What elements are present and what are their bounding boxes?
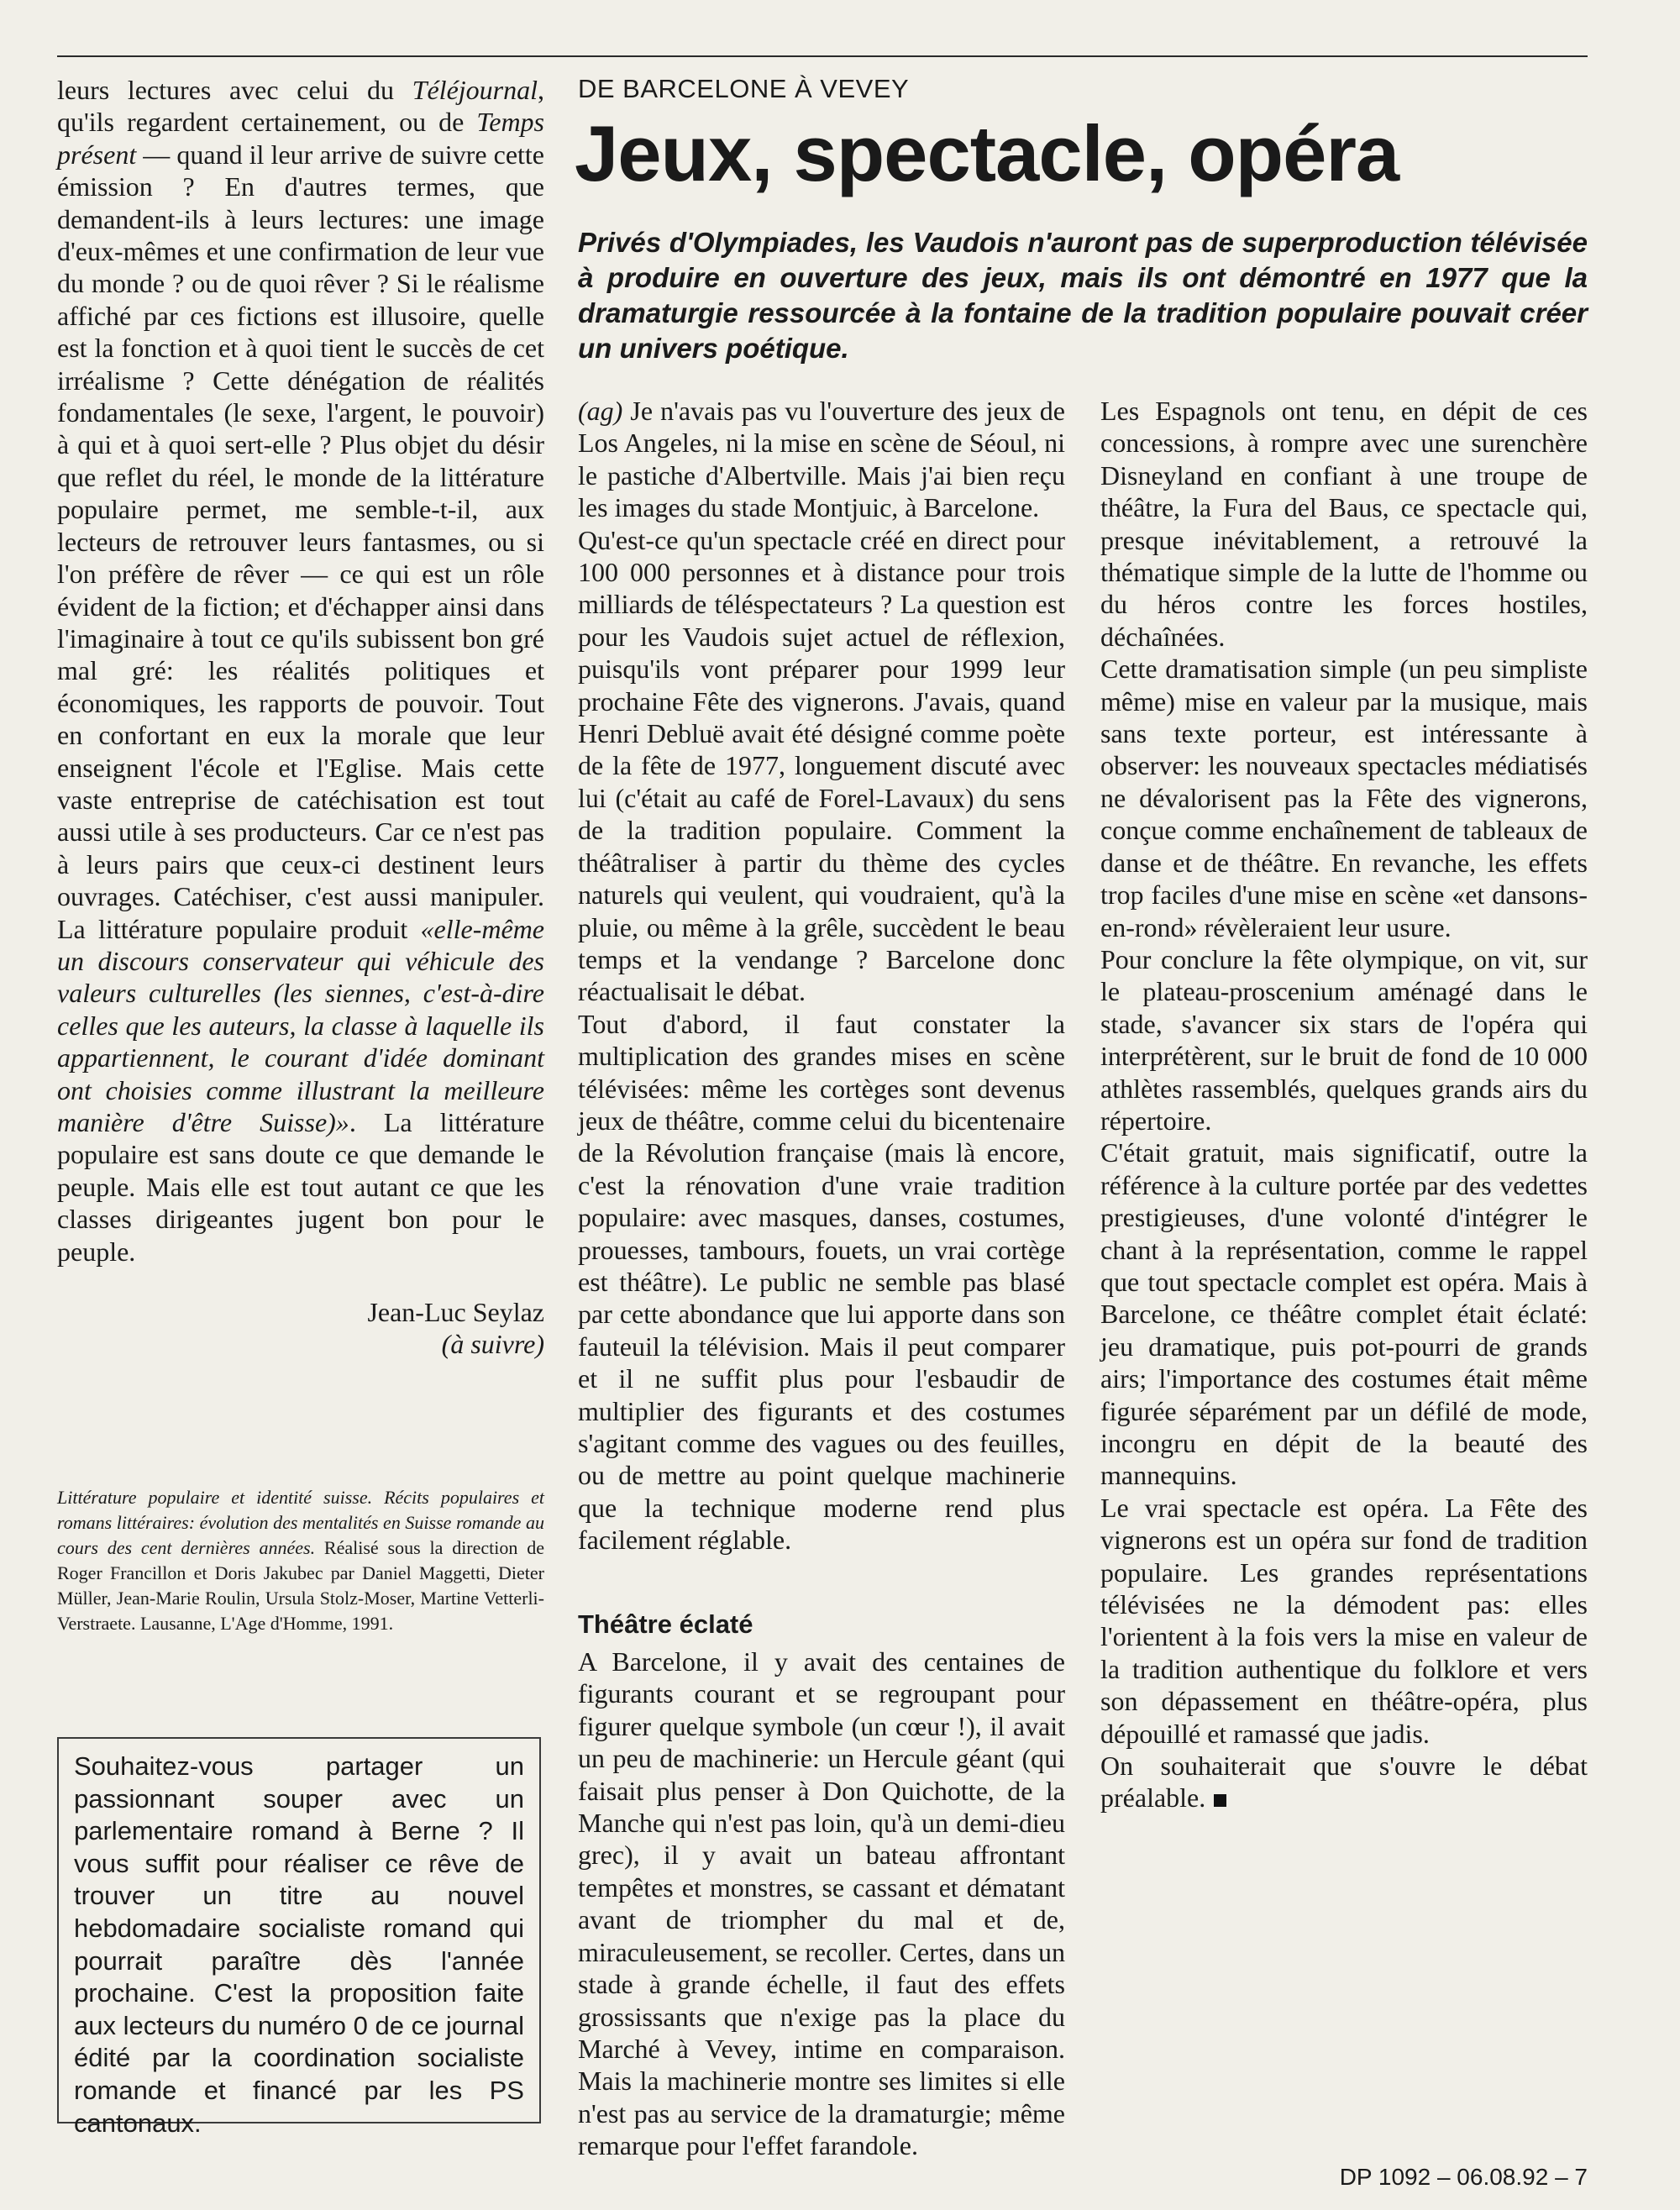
end-of-article-mark	[1214, 1794, 1226, 1807]
book-reference	[57, 1485, 544, 1636]
text-run: . La littérature populaire est sans doute ce que demande le peuple. Mais elle est tout autant ce que les classes dirigeantes jugent bon pour le peuple.	[57, 1107, 545, 1267]
italic-run: «elle-même un discours conservateur qui véhicule des valeurs culturelles (les siennes, c'est-à-dire celles que les auteurs, la classe à laquelle ils appartiennent, le courant d'idée dominant ont choisies comme illustrant la meilleure manière d'être Suisse)»	[57, 913, 544, 1137]
text-run: , qu'ils regardent certainement, ou de	[57, 75, 544, 138]
text-run: leurs lectures avec celui du	[57, 75, 412, 105]
left-column-paragraph	[57, 74, 544, 1268]
left-column	[57, 74, 544, 1361]
middle-column	[578, 395, 1065, 2162]
author-initials: (ag)	[578, 396, 623, 426]
article-kicker: DE BARCELONE À VEVEY	[578, 74, 910, 103]
section-subheading: Théâtre éclaté	[578, 1609, 753, 1639]
article-paragraph: Le vrai spectacle est opéra. La Fête des vignerons est un opéra sur fond de tradition populaire. Les grandes représentations télévisées ne la démodent pas: elles l'orientent à la fois vers la mise en valeur de la tradition authentique du folklore et vers son dépassement en théâtre-opéra, plus dépouillé et ramassé que jadis.	[1100, 1492, 1588, 1749]
text-run: — quand il leur arrive de suivre cette émission ? En d'autres termes, que demandent-ils à leurs lectures: une image d'eux-mêmes et une confirmation de leur vue du monde ? ou de quoi rêver ? Si le réalisme affiché par ces fictions est illusoire, quelle est la fonction et à quoi tient le succès de cet irréalisme ? Cette dénégation de réalités fondamentales (le sexe, l'argent, le pouvoir) à qui et à quoi sert-elle ? Plus objet du désir que reflet du réel, le monde de la littérature populaire permet, me semble-t-il, aux lecteurs de retrouver leurs fantasmes, ou si l'on préfère de rêver — ce qui est un rôle évident de la fiction; et d'échapper ainsi dans l'imaginaire à tout ce qu'ils subissent bon gré mal gré: les réalités politiques et économiques, les rapports de pouvoir. Tout en confortant en eux la morale que leur enseignent l'école et l'Eglise. Mais cette vaste entreprise de catéchisation est tout aussi utile à ses producteurs. Car ce n'est pas à leurs pairs que ceux-ci destinent leurs ouvrages. Catéchiser, c'est aussi manipuler. La littérature populaire produit	[57, 139, 544, 944]
to-be-continued: (à suivre)	[441, 1329, 544, 1360]
article-paragraph: Cette dramatisation simple (un peu simpliste même) mise en valeur par la musique, mais sans texte porteur, est intéressante à observer: les nouveaux spectacles médiatisés ne dévalorisent pas la Fête des vignerons, conçue comme enchaînement de tableaux de danse et de théâtre. En revanche, les effets trop faciles d'une mise en scène «et dansons-en-rond» révèleraient leur usure.	[1100, 654, 1588, 942]
boxed-notice-text: Souhaitez-vous partager un passionnant souper avec un parlementaire romand à Berne ? Il vous suffit pour réaliser ce rêve de trouver un titre au nouvel hebdomadaire socialiste romand qui pourrait paraître dès l'année prochaine. C'est la proposition faite aux lecteurs du numéro 0 de ce journal édité par la coordination socialiste romande et financé par les PS cantonaux.	[74, 1751, 524, 2138]
article-paragraph: Pour conclure la fête olympique, on vit, sur le plateau-proscenium aménagé dans le stade, s'avancer six stars de l'opéra qui interprétèrent, sur le bruit de fond de 10 000 athlètes rassemblés, quelques grands airs du répertoire.	[1100, 943, 1588, 1136]
article-paragraph: A Barcelone, il y avait des centaines de figurants courant et se regroupant pour figurer quelque symbole (un cœur !), il avait un peu de machinerie: un Hercule géant (qui faisait plus penser à Don Quichotte, de la Manche qui n'est pas loin, qu'à un demi-dieu grec), il y avait un bateau affrontant tempêtes et monstres, se cassant et dématant avant de triompher du mal et de, miraculeusement, se recoller. Certes, dans un stade à grande échelle, il faut des effets grossissants que n'exige pas la place du Marché à Vevey, intime en comparaison. Mais la machinerie montre ses limites si elle n'est pas au service de la dramaturgie; même remarque pour l'effet farandole.	[578, 1646, 1065, 2161]
right-column	[1100, 395, 1588, 1814]
italic-run: Temps présent	[57, 107, 544, 170]
book-title: Littérature populaire et identité suisse. Récits populaires et romans littéraires: évolution des mentalités en Suisse romande au cours des cent dernières années.	[57, 1487, 544, 1558]
italic-run: Téléjournal	[412, 75, 538, 105]
boxed-notice	[57, 1737, 541, 2138]
article-paragraph: Les Espagnols ont tenu, en dépit de ces concessions, à rompre avec une surenchère Disneyland en confiant à une troupe de théâtre, la Fura del Baus, ce spectacle qui, presque inévitablement, a retrouvé la thématique simple de la lutte de l'homme ou du héros contre les forces hostiles, déchaînées.	[1100, 396, 1588, 652]
article-lead: Privés d'Olympiades, les Vaudois n'auront pas de superproduction télévisée à produire en ouverture des jeux, mais ils ont démontré en 1977 que la dramaturgie ressourcée à la fontaine de la tradition populaire pouvait créer un univers poétique.	[578, 227, 1588, 364]
page-footer: DP 1092 – 06.08.92 – 7	[1339, 2164, 1588, 2190]
article-paragraph: (ag) Je n'avais pas vu l'ouverture des jeux de Los Angeles, ni la mise en scène de Séoul, ni le pastiche d'Albertville. Mais j'ai bien reçu les images du stade Montjuic, à Barcelone.	[578, 396, 1065, 523]
article-paragraph: Qu'est-ce qu'un spectacle créé en direct pour 100 000 personnes et à distance pour trois milliards de téléspectateurs ? La question est pour les Vaudois sujet actuel de réflexion, puisqu'ils vont préparer pour 1999 leur prochaine Fête des vignerons. J'avais, quand Henri Debluë avait été désigné comme poète de la fête de 1977, longuement discuté avec lui (c'était au café de Forel-Lavaux) du sens de la tradition populaire. Comment la théâtraliser à partir du thème des cycles naturels qui veulent, qui voudraient, qu'à la pluie, ou même à la grêle, succèdent le beau temps et la vendange ? Barcelone donc réactualisait le débat.	[578, 524, 1065, 1007]
article-title: Jeux, spectacle, opéra	[575, 109, 1399, 197]
book-credits: Réalisé sous la direction de Roger Francillon et Doris Jakubec par Daniel Maggetti, Dieter Müller, Jean-Marie Roulin, Ursula Stolz-Moser, Martine Vetterli-Verstraete. Lausanne, L'Age d'Homme, 1991.	[57, 1537, 544, 1634]
author-signature: Jean-Luc Seylaz	[367, 1297, 544, 1328]
article-paragraph: C'était gratuit, mais significatif, outre la référence à la culture portée par des vedettes prestigieuses, d'une volonté d'intégrer le chant à la représentation, comme le rappel que tout spectacle complet est opéra. Mais à Barcelone, ce théâtre complet était éclaté: jeu dramatique, puis pot-pourri de grands airs; l'importance des costumes était même figurée séparément par un défilé de mode, incongru en dépit de la beauté des mannequins.	[1100, 1137, 1588, 1491]
article-paragraph: Tout d'abord, il faut constater la multiplication des grandes mises en scène télévisées: même les cortèges sont devenus jeux de théâtre, comme celui du bicentenaire de la Révolution française (mais là encore, c'est la rénovation d'une vraie tradition populaire: avec masques, danses, costumes, prouesses, tambours, fouets, un vrai cortège est théâtre). Le public ne semble pas blasé par cette abondance que lui apporte dans son fauteuil la télévision. Mais il peut comparer et il ne suffit plus pour l'esbaudir de multiplier des figurants et des costumes s'agitant comme des vagues ou des feuilles, ou de mettre au point quelque machinerie que la technique moderne rend plus facilement réglable.	[578, 1008, 1065, 1556]
article-paragraph: On souhaiterait que s'ouvre le débat préalable.	[1100, 1751, 1588, 1814]
top-rule	[57, 55, 1588, 57]
